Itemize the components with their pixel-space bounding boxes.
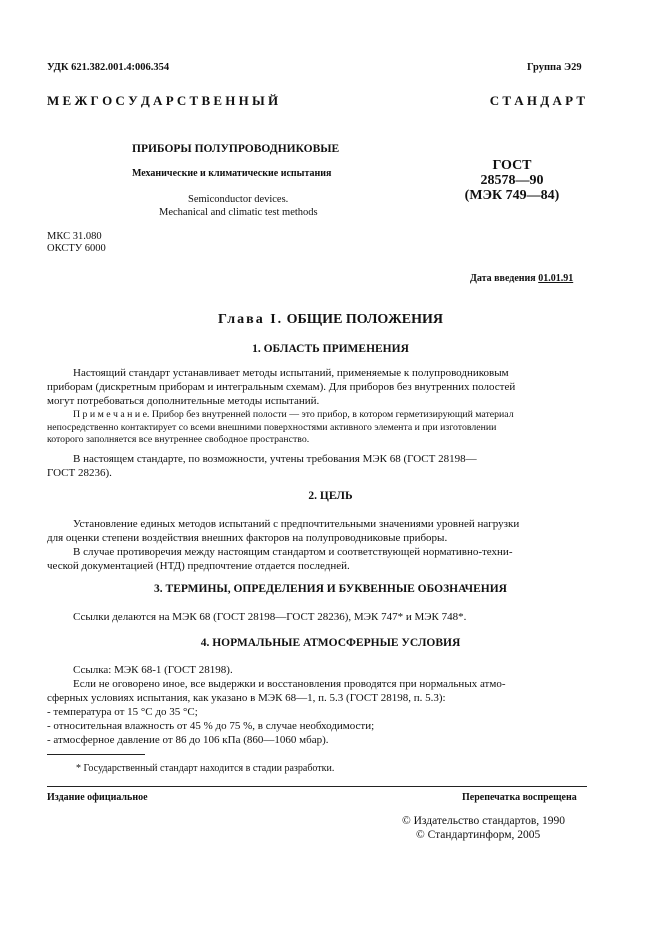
list-item: - атмосферное давление от 86 до 106 кПа (860—1060 мбар). bbox=[47, 734, 329, 746]
list-item: - относительная влажность от 45 % до 75 %, в случае необходимости; bbox=[47, 720, 375, 732]
footnote: * Государственный стандарт находится в стадии разработки. bbox=[76, 763, 335, 774]
gost-label: ГОСТ bbox=[492, 158, 532, 173]
section-1-paragraph-2: В настоящем стандарте, по возможности, учтены требования МЭК 68 (ГОСТ 28198— ГОСТ 28236). bbox=[47, 453, 477, 479]
list-item: - температура от 15 °С до 35 °С; bbox=[47, 706, 198, 718]
footer-divider bbox=[47, 786, 587, 787]
okstu-code: ОКСТУ 6000 bbox=[47, 243, 106, 254]
section-1-note: П р и м е ч а н и е. Прибор без внутренней полости — это прибор, в котором герметизирующий материал непосредственно контактирует со всеми внешними поверхностями активного элемента и при изготовлении которого заполняется все внутреннее свободное пространство. bbox=[47, 409, 514, 445]
official-edition-label: Издание официальное bbox=[47, 792, 148, 803]
group-code: Группа Э29 bbox=[527, 62, 582, 73]
gost-number: 28578—90 bbox=[480, 173, 544, 188]
standard-banner bbox=[47, 93, 585, 109]
section-4-conditions-list bbox=[47, 705, 585, 747]
document-subtitle: Механические и климатические испытания bbox=[132, 168, 332, 179]
chapter-prefix: Глава I. bbox=[217, 312, 284, 327]
iec-number: (МЭК 749—84) bbox=[464, 188, 560, 203]
section-4-reference: Ссылка: МЭК 68-1 (ГОСТ 28198). bbox=[73, 664, 233, 676]
section-1-paragraph-1: Настоящий стандарт устанавливает методы испытаний, применяемые к полупроводниковым приборам (дискретным приборам и интегральным схемам). Для приборов без внутренних полостей могут потребоваться дополнительные методы испытаний. bbox=[47, 367, 516, 407]
classification-codes bbox=[47, 231, 106, 255]
section-3-heading: 3. ТЕРМИНЫ, ОПРЕДЕЛЕНИЯ И БУКВЕННЫЕ ОБОЗНАЧЕНИЯ bbox=[154, 583, 507, 595]
note-label: П р и м е ч а н и е. bbox=[73, 409, 150, 420]
banner-word-interstate: М Е Ж Г О С У Д А Р С Т В Е Н Н Ы Й bbox=[47, 93, 279, 108]
section-4-heading: 4. НОРМАЛЬНЫЕ АТМОСФЕРНЫЕ УСЛОВИЯ bbox=[200, 637, 461, 649]
english-title-line-1: Semiconductor devices. bbox=[188, 194, 289, 205]
gost-designation bbox=[460, 158, 564, 203]
section-1-heading: 1. ОБЛАСТЬ ПРИМЕНЕНИЯ bbox=[252, 343, 409, 355]
copyright-line-1: © Издательство стандартов, 1990 bbox=[402, 815, 566, 827]
section-2-paragraph-1: Установление единых методов испытаний с предпочтительными значениями уровней нагрузки для оценки степени воздействия внешних факторов на полупроводниковые приборы. bbox=[47, 518, 520, 544]
section-2-paragraph-2: В случае противоречия между настоящим стандартом и соответствующей нормативно-техни- ческой документацией (НТД) предпочтение отдается последней. bbox=[47, 546, 513, 572]
date-value: 01.01.91 bbox=[538, 273, 574, 284]
section-2-heading: 2. ЦЕЛЬ bbox=[308, 490, 353, 502]
chapter-title: ОБЩИЕ ПОЛОЖЕНИЯ bbox=[286, 312, 444, 327]
banner-word-standard: С Т А Н Д А Р Т bbox=[489, 93, 585, 108]
introduction-date bbox=[470, 273, 573, 284]
section-4-paragraph: Если не оговорено иное, все выдержки и восстановления проводятся при нормальных атмо- сферных условиях испытания, как указано в МЭК 68—1, п. 5.3 (ГОСТ 28198, п. 5.3): bbox=[47, 678, 506, 704]
chapter-heading bbox=[0, 312, 661, 328]
english-title-line-2: Mechanical and climatic test methods bbox=[159, 207, 318, 218]
mks-code: МКС 31.080 bbox=[47, 231, 102, 242]
copyright-line-2: © Стандартинформ, 2005 bbox=[416, 829, 541, 841]
document-title: ПРИБОРЫ ПОЛУПРОВОДНИКОВЫЕ bbox=[132, 143, 340, 155]
reprint-prohibited-label: Перепечатка воспрещена bbox=[462, 792, 577, 803]
section-3-paragraph: Ссылки делаются на МЭК 68 (ГОСТ 28198—ГОСТ 28236), МЭК 747* и МЭК 748*. bbox=[73, 611, 467, 623]
footnote-divider bbox=[47, 754, 145, 755]
udk-code: УДК 621.382.001.4:006.354 bbox=[47, 62, 170, 73]
date-label: Дата введения bbox=[470, 273, 536, 284]
